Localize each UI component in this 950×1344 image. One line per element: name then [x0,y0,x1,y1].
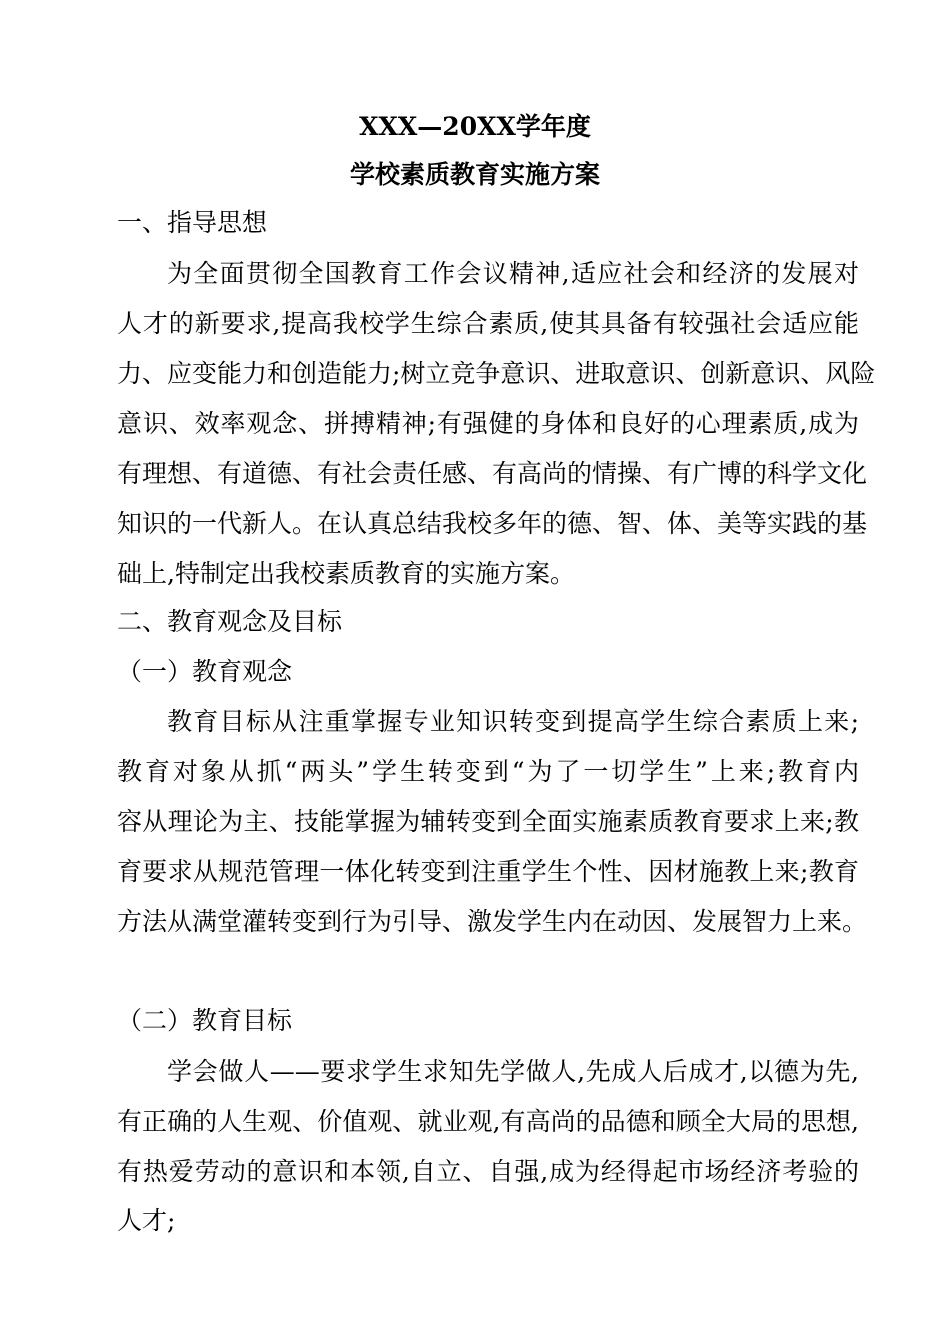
document-title: 学校素质教育实施方案 [349,160,600,189]
paragraph-line: 意识、效率观念、拼搏精神;有强健的身体和良好的心理素质,成为 [117,409,859,438]
paragraph-line: 方法从满堂灌转变到行为引导、激发学生内在动因、发展智力上来。 [117,907,868,936]
paragraph-line: 有正确的人生观、价值观、就业观,有高尚的品德和顾全大局的思想, [117,1107,859,1136]
paragraph-line: 知识的一代新人。在认真总结我校多年的德、智、体、美等实践的基 [117,509,868,538]
paragraph-line: 人才的新要求,提高我校学生综合素质,使其具备有较强社会适应能 [117,309,859,338]
section-heading-guiding-thought: 一、指导思想 [117,208,268,237]
paragraph-line: 教育目标从注重掌握专业知识转变到提高学生综合素质上来; [167,707,859,736]
paragraph-line: 人才; [117,1206,176,1235]
paragraph-line: 有热爱劳动的意识和本领,自立、自强,成为经得起市场经济考验的 [117,1157,859,1186]
subsection-heading-concepts: （一）教育观念 [117,657,293,686]
document-title-year: XXX—20XX学年度 [359,112,591,141]
paragraph-line: 教育对象从抓“两头”学生转变到“为了一切学生”上来;教育内 [117,757,859,786]
section-heading-concepts-goals: 二、教育观念及目标 [117,607,343,636]
paragraph-line: 有理想、有道德、有社会责任感、有高尚的情操、有广博的科学文化 [117,459,868,488]
paragraph-line: 容从理论为主、技能掌握为辅转变到全面实施素质教育要求上来;教 [117,807,859,836]
paragraph-line: 力、应变能力和创造能力;树立竞争意识、进取意识、创新意识、风险 [117,359,876,388]
paragraph-line: 育要求从规范管理一体化转变到注重学生个性、因材施教上来;教育 [117,857,859,886]
paragraph-line: 础上,特制定出我校素质教育的实施方案。 [117,559,575,588]
subsection-heading-goals: （二）教育目标 [117,1006,293,1035]
paragraph-line: 学会做人——要求学生求知先学做人,先成人后成才,以德为先, [167,1057,859,1086]
paragraph-line: 为全面贯彻全国教育工作会议精神,适应社会和经济的发展对 [167,259,859,288]
